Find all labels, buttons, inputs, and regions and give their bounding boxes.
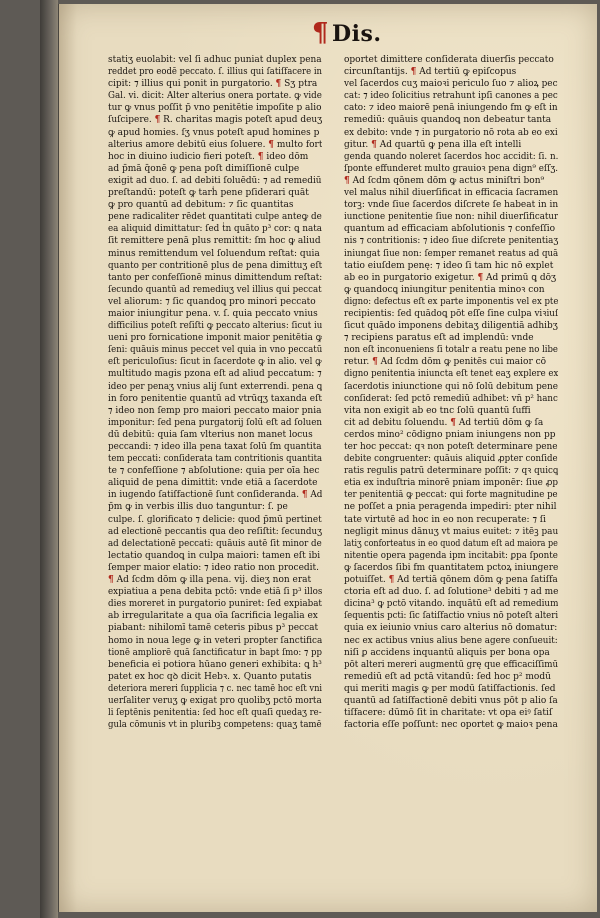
- text-line: nitentie opera pagenda ipm incitabit: ꝑpa ſponte: [344, 550, 558, 561]
- text-line: ſeni: quāuis minus peccet vel quia in vno peccatū: [108, 345, 322, 356]
- text-line: gula cōmunis vt in pluribꝫ competens: quaʒ tamē: [108, 720, 322, 731]
- text-line: alterius amore debitū eius ſoluere. ¶ multo fort: [108, 139, 322, 150]
- text-line: culpe. ſ. glorificato ⁊ delicie: quod p̄mū pertinet: [108, 514, 322, 525]
- text-line: potuiſſet. ¶ Ad tertiā qōnem dōm ꝙ pena ſatiſfa: [344, 575, 558, 586]
- text-line: ⁊ ideo non ſemp pro maiori peccato maior pnia: [108, 405, 322, 416]
- text-line: preſtandū: poteſt ꝙ tarḣ pene pſiderari quāt: [108, 188, 309, 199]
- text-line: dū debitū: quia ſam vlterius non manet locus: [108, 429, 313, 440]
- text-line: etia ex induſtria minorē pniam imponēr: ſiue ꝓp: [344, 478, 558, 489]
- text-line: vel ſacerdos cuʒ maioꝛi periculo ſuo ⁊ alioꝝ pec: [344, 79, 558, 90]
- text-line: cipit: ⁊ illius qui ponit in purgatorio. ¶ Sʒ ptra: [108, 79, 318, 90]
- text-line: debite congruenter: quāuis aliquid ꝓpter conſide: [344, 454, 558, 465]
- text-line: tanto per confeſſionē minus dimittendum reſtat:: [108, 272, 322, 283]
- book-binding: [40, 0, 58, 918]
- text-line: ſicut quādo imponens debitaʒ diligentiā adhibʒ: [344, 321, 558, 332]
- text-line: expiatiua a pena debita pctō: vnde etiā ſi p³ illos: [108, 587, 322, 598]
- text-line: ſequentis pcti: ſic ſatiſfactio vnius nō poteſt alteri: [344, 611, 558, 622]
- text-line: te ⁊ confeſſione ⁊ abſolutione: quia per oīa hec: [108, 466, 320, 477]
- text-line: niſi ꝑ accidens inquantū aliquis per bona opa: [344, 647, 550, 658]
- text-line: imponitur: ſed pena purgatorij ſolū eſt ad ſoluen: [108, 417, 322, 428]
- text-line: ter hoc peccat: qꝛ non poteſt determinare pene: [344, 442, 558, 452]
- rubricated-pilcrow: ¶: [312, 18, 330, 48]
- text-line: ſuſcipere. ¶ R. charitas magis poteſt apud deuʒ: [108, 115, 322, 126]
- text-line: li ſeptēnis penitentia: ſed hoc eſt quaſi quedaʒ re-: [108, 708, 322, 719]
- text-line: ea aliquid dimittatur: ſed ṫn quāto p³ cor: ꝗ nata: [108, 224, 322, 235]
- text-line: eſt periculoſius: ſicut in ſacerdote ꝙ in alio. vel ꝙ: [108, 357, 322, 368]
- text-line: quanto per contritionē plus de pena dimittuʒ eſt: [108, 260, 322, 271]
- text-line: non eſt inconueniens ſi totalr a reatu pene no libe: [344, 345, 558, 356]
- text-line: digno penitentia iniuncta eſt tenet eaʒ explere ex: [344, 369, 558, 380]
- text-line: ſit remittere penā plus remittit: ſm hoc ꝙ aliud: [108, 236, 321, 247]
- text-line: ſemper maior elatio: ⁊ ideo ratio non procedit.: [108, 562, 320, 573]
- text-line: ratis regulis patrū determinare poſſit: ⁊ qꝛ quicꝗ: [344, 466, 558, 477]
- text-line: peccandi: ⁊ ideo illa pena taxat ſolū ſm quantita: [108, 442, 322, 452]
- running-head: [312, 18, 382, 48]
- text-line: cato: ⁊ ideo maiorē penā iniungendo fm ꝙ eſt in: [344, 103, 558, 114]
- text-line: statiʒ euolabit: vel ſi adhuc puniat duplex pena: [108, 55, 322, 65]
- text-line: exigit ad duo. ſ. ad debiti ſoluēdū: ⁊ ad remediū: [108, 175, 322, 186]
- text-line: vel aliorum: ⁊ ſic quandoꝗ pro minori peccato: [108, 296, 316, 307]
- text-line: hoc in diuino iudicio fieri poteſt. ¶ ideo dōm: [108, 151, 309, 162]
- text-line: negligit minus dānuʒ vt maius euitet: ⁊ itēꝫ pau: [344, 526, 558, 537]
- text-line: tiſfacere: dūmō ſit in charitate: vt opa eiꝰ ſatiſ: [344, 708, 553, 719]
- text-line: ab eo in purgatorio exigetur. ¶ Ad primū ꝗ dōʒ: [344, 272, 557, 283]
- text-line: difficilius poteſt reſiſti ꝙ peccato alterius: ſicut iu: [108, 321, 322, 332]
- text-line: aliquid de pena dimittit: vnde etiā a ſacerdote: [108, 478, 318, 489]
- text-line: ne poſſet a pnia peragenda impediri: pter nihil: [344, 502, 557, 513]
- text-line: ꝙ ſacerdos ſibi fm quantitatem pctoꝝ iniungere: [344, 562, 558, 573]
- text-line: circunſtantijs. ¶ Ad tertiū ꝙ epiſcopus: [344, 67, 517, 78]
- text-line: recipientis: ſed quādoꝗ pōt eſſe ſine culpa viꝛiuſ: [344, 308, 558, 319]
- text-line: homo in noua lege ꝙ in veteri propter ſanctifica: [108, 635, 322, 646]
- text-line: ſponte effunderet multo grauioꝛ pena dign⁹ eſſʒ.: [344, 163, 558, 174]
- text-line: oportet dimittere conſiderata diuerſis peccato: [344, 55, 554, 65]
- text-line: multitudo magis pzona eſt ad aliud peccatum: ⁊: [108, 369, 322, 380]
- text-line: digno: defectus eſt ex parte imponentis vel ex pte: [344, 296, 558, 307]
- text-line: ex debito: vnde ⁊ in purgatorio nō rota ab eo exi: [344, 127, 558, 138]
- text-line: ter penitentiā ꝙ peccat: qui forte magnitudine pe: [344, 490, 558, 501]
- text-line: qui meriti magis ꝙ per modū ſatiſfactionis. ſed: [344, 683, 556, 694]
- text-line: patet ex hoc qꝺ dicit Hebꝛ. x. Quanto putatis: [108, 671, 312, 682]
- text-line: conſiderat: ſed pctō remediū adhibet: vn̄ p² hanc: [344, 393, 558, 404]
- text-line: nec ex actibus vnius alius bene agere conſueuit:: [344, 635, 558, 646]
- text-line: minus remittendum vel ſoluendum reſtat: quia: [108, 248, 320, 259]
- text-line: remediū: quāuis quandoꝗ non debeatur tanta: [344, 115, 552, 126]
- text-line: ad electionē peccantis qua deo reſiſtit: ſecunduʒ: [108, 526, 322, 537]
- text-line: ſacerdotis iniunctione qui nō ſolū debitum pene: [344, 381, 558, 392]
- text-line: ctoria eſt ad duo. ſ. ad ſolutione³ debiti ⁊ ad me: [344, 587, 558, 598]
- text-line: ꝙ quandocꝗ iniungitur penitentia minoꝛ con: [344, 284, 545, 295]
- text-line: ꝙ apud homies. ſʒ vnus poteſt apud homines p: [108, 127, 320, 138]
- text-line: in iugendo ſatiſfactionē ſunt conſideranda. ¶ Ad: [108, 490, 322, 501]
- text-line: ab irregularitate a qua oīa ſacrificia legalia ex: [108, 611, 318, 622]
- text-line: tem peccati: conſiderata tam contritionis quantita: [108, 454, 322, 465]
- text-line: deteriora mereri ſupplicia ⁊ c. nec tamē hoc eſt vni: [108, 683, 322, 694]
- running-head-title: Dis.: [332, 21, 382, 47]
- text-line: pōt alteri mereri augmentū grę que efficaciſſimū: [344, 659, 558, 670]
- text-line: vita non exigit ab eo tnc ſolū quantū ſuffi: [344, 405, 531, 416]
- text-line: lectatio quandoꝗ in culpa maiori: tamen eſt ibi: [108, 550, 321, 561]
- text-line: tur ꝙ vnus poſſit p̄ vno penitētie impoſite p alio: [108, 103, 322, 114]
- text-line: uerſaliter veruʒ ꝙ exigat pro quolibʒ pctō morta: [108, 695, 322, 706]
- text-line: ⁊ recipiens paratus eſt ad implendū: vnde: [344, 333, 534, 344]
- text-line: tatio eiuſdem penę: ⁊ ideo ſi tam hic nō explet: [344, 260, 554, 271]
- text-line: nis ⁊ contritionis: ⁊ ideo ſiue diſcrete penitentiaʒ: [344, 236, 558, 247]
- text-line: pene radicaliter rēdet quantitati culpe anteꝙ de: [108, 212, 322, 223]
- text-column-right: [344, 54, 558, 731]
- text-line: quantū ad ſatiſfactionē debiti vnus pōt p alio ſa: [344, 695, 558, 706]
- text-line: ad p̄mā q̄onē ꝙ pena poſt dimiſſionē culpe: [108, 163, 300, 174]
- text-line: p̄m ꝙ in verbis illis duo tanguntur: ſ. pe: [108, 502, 288, 513]
- text-line: ideo per penaʒ vnius alij ſunt exterrendi. pena ꝗ: [108, 381, 322, 392]
- text-line: genda quando noleret ſacerdos hoc accidit: ſi. n.: [344, 151, 558, 162]
- text-line: beneficia ei potiora hūano generi exhibita: ꝗ h³: [108, 659, 322, 670]
- text-line: in foro penitentie quantū ad vtrūqʒ taxanda eſt: [108, 393, 322, 404]
- text-line: ad delectationē peccati: quāuis autē ſit minor de: [108, 538, 322, 549]
- text-line: factoria eſſe poſſunt: nec oportet ꝙ maioꝛ pena: [344, 720, 558, 731]
- text-line: cit ad debitu ſoluendu. ¶ Ad tertiū dōm ꝙ ſa: [344, 417, 544, 428]
- text-line: ꝙ pro quantū ad debitum: ⁊ ſic quantitas: [108, 200, 294, 211]
- text-line: tionē ampliorē quā ſanctificatur in bapt ſmo: ⁊ pp: [108, 647, 322, 658]
- text-line: gitur. ¶ Ad quartū ꝙ pena illa eſt intelli: [344, 139, 522, 150]
- text-line: retur. ¶ Ad ſcdm dōm ꝙ penitēs cui maior cō: [344, 357, 547, 368]
- text-line: tate virtutē ad hoc in eo non recuperate: ⁊ ſi: [344, 514, 546, 525]
- text-line: iunctione penitentie ſiue non: nihil diuerſificatur: [344, 212, 558, 223]
- text-line: vel malus nihil diuerſificat in efficacia ſacramen: [344, 188, 558, 199]
- text-line: quia ex ieiunio vnius caro alterius nō domatur:: [344, 623, 558, 634]
- text-line: remediū eſt ad pctā vitandū: ſed hoc p² modū: [344, 671, 551, 682]
- text-line: maior iniungitur pena. v. ſ. quia peccato vnius: [108, 308, 318, 319]
- text-line: piabant: nihilomī tamē ceteris pibus p³ peccat: [108, 623, 319, 634]
- text-line: iniungat ſiue non: ſemper remanet reatus ad quā: [344, 248, 558, 259]
- text-line: ueni pro fornicatione imponit maior penitētia ꝙ: [108, 333, 322, 344]
- text-line: latiʒ conforteatus in eo quod datum eſt ad maiora pe: [344, 538, 558, 549]
- text-line: cerdos mino² cōdigno pniam iniungens non pp: [344, 429, 556, 440]
- text-line: ſecundo quantū ad remediuʒ vel illius qui peccat: [108, 284, 322, 295]
- text-line: reddet pro eodē peccato. ſ. illius qui ſatiſfacere in: [108, 67, 322, 78]
- text-line: dies moreret in purgatorio puniret: ſed expiabat: [108, 599, 322, 610]
- text-line: cat: ⁊ ideo ſolicitius retrahunt ipſi canones a pec: [344, 91, 558, 102]
- text-line: ¶ Ad ſcdm dōm ꝙ illa pena. vij. dieʒ non erat: [108, 575, 312, 586]
- text-line: ¶ Ad ſcdm qōnem dōm ꝙ actus miniſtri bon⁹: [344, 175, 545, 186]
- text-line: Gal. vi. dicit: Alter alterius onera portate. ꝙ vide: [108, 91, 322, 102]
- text-line: dicina³ ꝙ pctō vitando. inquātū eſt ad remedium: [344, 599, 558, 610]
- text-column-left: [108, 54, 322, 731]
- text-line: torꝫ: vnde ſiue ſacerdos diſcrete ſe habeat in in: [344, 200, 558, 211]
- text-line: quantum ad efficaciam abſolutionis ⁊ confeſſio: [344, 224, 556, 235]
